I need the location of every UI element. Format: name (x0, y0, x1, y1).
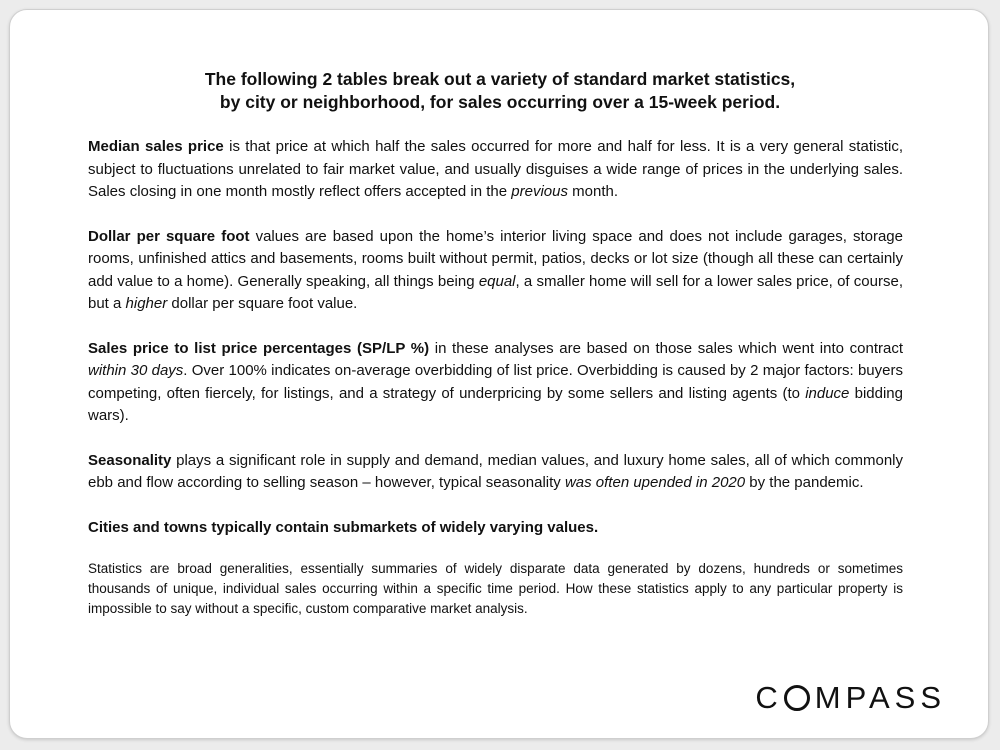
splp-text-1: in these analyses are based on those sales which went into contract (429, 339, 903, 357)
dollar-per-square-foot-paragraph (88, 226, 903, 316)
dollar-text-2: , a smaller home will sell for a lower sales price, of course, but a (88, 272, 903, 312)
seasonality-emphasis-1: was often upended in 2020 (564, 474, 746, 491)
median-text-2: month. (567, 183, 619, 200)
seasonality-paragraph (88, 450, 903, 495)
compass-logo (755, 680, 946, 716)
logo-letters-rest: MPASS (814, 680, 946, 715)
body-content (88, 136, 903, 641)
seasonality-term: Seasonality (88, 451, 172, 469)
logo-letter-c: C (755, 680, 783, 715)
seasonality-text-1: plays a significant role in supply and demand, median values, and luxury home sales, all of which commonly ebb and flow according to selling season – however, typical seasonality (88, 451, 903, 491)
median-sales-price-paragraph (88, 136, 903, 204)
dollar-term: Dollar per square foot (88, 227, 250, 245)
logo-o-ring (784, 685, 810, 711)
splp-text-2: . Over 100% indicates on-average overbidding of list price. Overbidding is caused by 2 major factors: buyers competing, often fiercely, for listings, and a strategy of underpricing by some sellers and listing agents (to (88, 362, 903, 402)
median-emphasis-1: previous (511, 183, 568, 200)
cities-statement: Cities and towns typically contain submarkets of widely varying values. (88, 518, 599, 536)
dollar-text-3: dollar per square foot value. (167, 295, 358, 312)
page-title (10, 68, 990, 114)
dollar-emphasis-1: equal (478, 272, 516, 290)
splp-emphasis-2: induce (805, 384, 850, 402)
sp-lp-paragraph (88, 338, 903, 428)
seasonality-text-2: by the pandemic. (745, 474, 864, 491)
median-term: Median sales price (88, 138, 224, 155)
slide (9, 9, 989, 739)
splp-term: Sales price to list price percentages (SP/LP %) (88, 339, 430, 357)
title-line-2: by city or neighborhood, for sales occurring over a 15-week period. (219, 92, 781, 112)
splp-text-3: bidding wars). (88, 384, 903, 424)
splp-emphasis-1: within 30 days (88, 362, 184, 379)
dollar-text-1: values are based upon the home’s interior living space and does not include garages, storage rooms, unfinished attics and basements, rooms built without permit, patios, decks or lot size (though all these can certainly add value to a home). Generally speaking, all things being (88, 227, 903, 290)
median-text-1: is that price at which half the sales occurred for more and half for less. It is a very general statistic, subject to fluctuations unrelated to fair market value, and usually disguises a wide range of prices in the underlying sales. Sales closing in one month mostly reflect offers accepted in the (88, 138, 903, 200)
dollar-emphasis-2: higher (125, 295, 168, 312)
statistics-disclaimer: Statistics are broad generalities, essentially summaries of widely disparate data generated by dozens, hundreds or sometimes thousands of unique, individual sales occurring within a specific time period. How these statistics apply to any particular property is impossible to say without a specific, custom comparative market analysis. (88, 561, 903, 616)
title-line-1: The following 2 tables break out a variety of standard market statistics, (204, 69, 796, 89)
